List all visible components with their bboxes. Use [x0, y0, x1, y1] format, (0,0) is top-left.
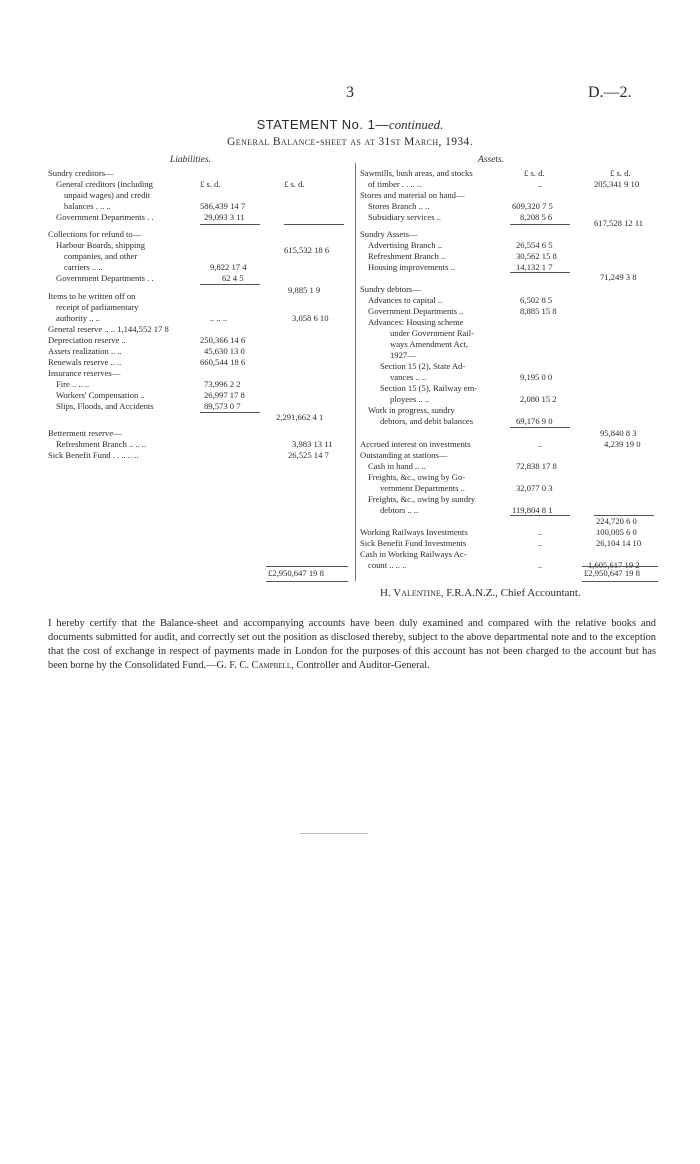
- subtotal-rule: [594, 515, 654, 516]
- liability-line: 660,544 18 6: [200, 357, 246, 367]
- liability-line: receipt of parliamentary: [56, 302, 139, 312]
- liability-line: £ s. d.: [200, 179, 221, 189]
- liability-line: 73,996 2 2: [204, 379, 241, 389]
- asset-line: 9,195 0 0: [520, 372, 553, 382]
- subtotal-rule: [510, 272, 570, 273]
- subtotal-rule: [510, 515, 570, 516]
- auditor-name: G. F. C. Campbell: [216, 660, 292, 671]
- subtotal-rule: [510, 427, 570, 428]
- asset-line: 26,104 14 10: [596, 538, 642, 548]
- liability-line: Refreshment Branch .. .. ..: [56, 439, 147, 449]
- asset-line: ..: [538, 527, 543, 537]
- asset-line: vernment Departments ..: [380, 483, 465, 493]
- liability-line: Insurance reserves—: [48, 368, 121, 378]
- asset-line: 2,080 15 2: [520, 394, 557, 404]
- subtotal-rule: [200, 284, 260, 285]
- asset-line: Sick Benefit Fund Investments: [360, 538, 467, 548]
- asset-line: 71,249 3 8: [600, 272, 637, 282]
- asset-line: vances .. ..: [390, 372, 427, 382]
- total-rule: [266, 566, 348, 567]
- liability-line: Depreciation reserve ..: [48, 335, 126, 345]
- asset-line: 1927—: [390, 350, 416, 360]
- statement-title: [0, 117, 700, 133]
- asset-line: 72,838 17 8: [516, 461, 557, 471]
- liability-line: carriers .. ..: [64, 262, 103, 272]
- liability-line: Harbour Boards, shipping: [56, 240, 146, 250]
- liability-line: Renewals reserve .. ..: [48, 357, 122, 367]
- asset-line: £ s. d.: [524, 168, 545, 178]
- liability-line: .. .. ..: [210, 313, 228, 323]
- asset-line: 1,605,617 19 2: [588, 560, 640, 570]
- statement-title-continued: continued.: [388, 117, 444, 132]
- asset-line: debtors .. ..: [380, 505, 419, 515]
- liability-line: Sick Benefit Fund . . .. .. ..: [48, 450, 139, 460]
- assets-heading: Assets.: [478, 155, 505, 165]
- column-divider: [355, 163, 356, 581]
- asset-line: 8,208 5 6: [520, 212, 553, 222]
- liability-line: Fire .. .. ..: [56, 379, 90, 389]
- accountant-name: H. Valentine: [380, 587, 441, 599]
- asset-line: £2,950,647 19 8: [584, 568, 640, 578]
- liability-line: Government Departments . .: [56, 212, 154, 222]
- asset-line: Housing improvements ..: [368, 262, 455, 272]
- liability-line: Betterment reserve—: [48, 428, 122, 438]
- certificate-text: I hereby certify that the Balance-sheet and accompanying accounts have been duly examined and compared with the relative books and documents submitted for audit, and correctly set out the position as disclosed thereby, subject to the above departmental note and to the exception that the cost of exchange in respect of payments made in London for the purposes of this account has not been charged to the account but has been borne by the Consolidated Fund.—: [48, 618, 656, 671]
- liability-line: Sundry creditors—: [48, 168, 114, 178]
- asset-line: 14,132 1 7: [516, 262, 553, 272]
- asset-line: ..: [538, 560, 543, 570]
- asset-line: 32,077 0 3: [516, 483, 553, 493]
- asset-line: Advertising Branch ..: [368, 240, 442, 250]
- liability-line: Items to be written off on: [48, 291, 136, 301]
- asset-line: 8,885 15 8: [520, 306, 557, 316]
- asset-line: 617,528 12 11: [594, 218, 644, 228]
- liability-line: Workers' Compensation ..: [56, 390, 145, 400]
- subtotal-rule: [200, 412, 260, 413]
- liability-line: 26,525 14 7: [288, 450, 329, 460]
- asset-line: Freights, &c., owing by Go-: [368, 472, 466, 482]
- statement-title-main: STATEMENT No. 1—: [256, 117, 389, 132]
- asset-line: of timber . . .. ..: [368, 179, 422, 189]
- asset-line: Stores Branch .. ..: [368, 201, 430, 211]
- liability-line: 89,573 0 7: [204, 401, 241, 411]
- asset-line: Government Departments ..: [368, 306, 464, 316]
- page-reference: D.—2.: [588, 84, 632, 101]
- accountant-signature: [380, 587, 581, 599]
- liability-line: 62 4 5: [222, 273, 244, 283]
- subtotal-rule: [510, 224, 570, 225]
- asset-line: 224,720 6 0: [596, 516, 637, 526]
- asset-line: ways Amendment Act,: [390, 339, 469, 349]
- liabilities-heading: Liabilities.: [170, 155, 211, 165]
- liability-line: 26,997 17 8: [204, 390, 245, 400]
- asset-line: Work in progress, sundry: [368, 405, 455, 415]
- liability-line: 9,822 17 4: [210, 262, 247, 272]
- asset-line: Sawmills, bush areas, and stocks: [360, 168, 473, 178]
- subtotal-rule: [284, 224, 344, 225]
- asset-line: 30,562 15 8: [516, 251, 557, 261]
- liability-line: Government Departments . .: [56, 273, 154, 283]
- asset-line: 6,502 8 5: [520, 295, 553, 305]
- asset-line: Section 15 (2), State Ad-: [380, 361, 466, 371]
- total-rule: [582, 566, 658, 567]
- asset-line: 205,341 9 10: [594, 179, 640, 189]
- asset-line: 119,804 8 1: [512, 505, 553, 515]
- asset-line: Advances to capital ..: [368, 295, 443, 305]
- asset-line: Working Railways Investments: [360, 527, 468, 537]
- accountant-title: , F.R.A.N.Z., Chief Accountant.: [440, 587, 581, 599]
- liability-line: 29,093 3 11: [204, 212, 245, 222]
- total-rule: [266, 581, 348, 582]
- asset-line: Accrued interest on investments: [360, 439, 471, 449]
- asset-line: Sundry Assets—: [360, 229, 418, 239]
- liability-line: balances . .. ..: [64, 201, 111, 211]
- liability-line: General reserve .. .. 1,144,552 17 8: [48, 324, 169, 334]
- asset-line: £ s. d.: [610, 168, 631, 178]
- asset-line: Sundry debtors—: [360, 284, 421, 294]
- asset-line: Stores and material on hand—: [360, 190, 465, 200]
- asset-line: ..: [538, 439, 543, 449]
- auditor-title: , Controller and Auditor-General.: [291, 660, 430, 671]
- audit-certificate: [48, 617, 656, 673]
- liability-line: 586,439 14 7: [200, 201, 246, 211]
- asset-line: ..: [538, 538, 543, 548]
- asset-line: Cash in hand .. ..: [368, 461, 426, 471]
- asset-line: Subsidiary services ..: [368, 212, 442, 222]
- asset-line: 95,840 8 3: [600, 428, 637, 438]
- asset-line: count .. .. ..: [368, 560, 407, 570]
- asset-line: 609,320 7 5: [512, 201, 553, 211]
- liability-line: Slips, Floods, and Accidents: [56, 401, 154, 411]
- page-number: 3: [346, 84, 354, 101]
- liability-line: 45,630 13 0: [204, 346, 245, 356]
- total-rule: [582, 581, 658, 582]
- statement-subtitle: General Balance-sheet as at 31st March, 1934.: [227, 136, 473, 148]
- asset-line: Cash in Working Railways Ac-: [360, 549, 467, 559]
- asset-line: Refreshment Branch ..: [368, 251, 446, 261]
- liability-line: 615,532 18 6: [284, 245, 330, 255]
- liability-line: authority .. ..: [56, 313, 100, 323]
- asset-line: Section 15 (5), Railway em-: [380, 383, 478, 393]
- liability-line: Collections for refund to—: [48, 229, 142, 239]
- liability-line: £2,950,647 19 8: [268, 568, 324, 578]
- liability-line: 3,983 13 11: [292, 439, 333, 449]
- liability-line: 250,366 14 6: [200, 335, 246, 345]
- liability-line: 3,058 6 10: [292, 313, 329, 323]
- asset-line: Outstanding at stations—: [360, 450, 448, 460]
- liability-line: General creditors (including: [56, 179, 153, 189]
- asset-line: Freights, &c., owing by sundry: [368, 494, 476, 504]
- asset-line: under Government Rail-: [390, 328, 475, 338]
- asset-line: 100,005 6 0: [596, 527, 637, 537]
- liability-line: 2,291,662 4 1: [276, 412, 324, 422]
- asset-line: debtors, and debit balances: [380, 416, 474, 426]
- asset-line: 69,176 9 0: [516, 416, 553, 426]
- liability-line: Assets realization .. ..: [48, 346, 122, 356]
- asset-line: ..: [538, 179, 543, 189]
- asset-line: ployees .. ..: [390, 394, 430, 404]
- asset-line: Advances: Housing scheme: [368, 317, 464, 327]
- asset-line: 4,239 19 0: [604, 439, 641, 449]
- liability-line: 9,885 1 9: [288, 285, 321, 295]
- subtotal-rule: [200, 224, 260, 225]
- liability-line: unpaid wages) and credit: [64, 190, 151, 200]
- asset-line: 26,554 6 5: [516, 240, 553, 250]
- liability-line: companies, and other: [64, 251, 138, 261]
- footer-rule: [300, 833, 368, 834]
- liability-line: £ s. d.: [284, 179, 305, 189]
